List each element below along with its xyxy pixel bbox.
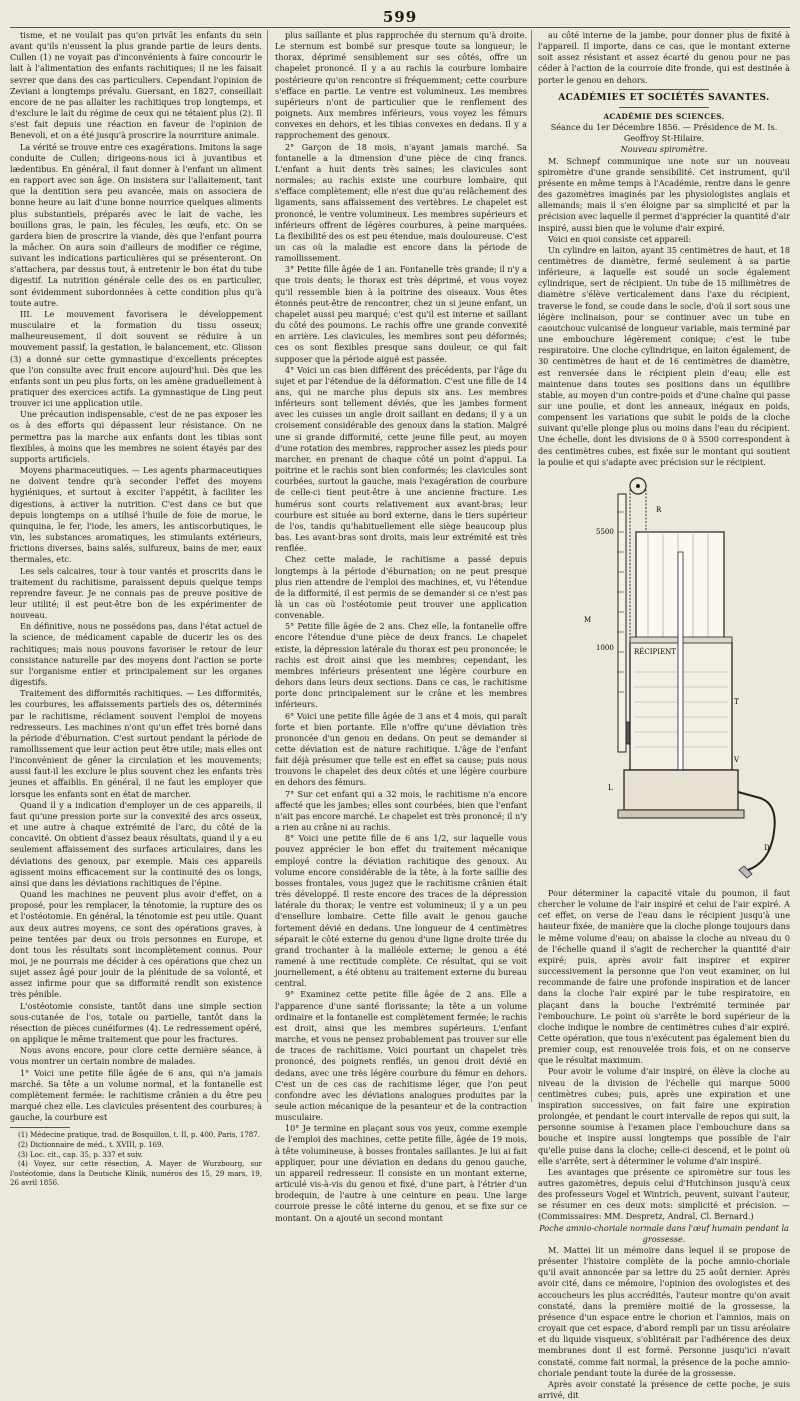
section-rule — [619, 107, 709, 108]
paragraph: En définitive, nous ne possédons pas, dans l'état actuel de la science, de médicament capable de ducerir les os des rachitiques; mais nous pouvons favoriser le retour de leur consistance naturelle par des moyens dont l'action se porte sur l'organisme entier et principalement sur les organes digestifs. — [10, 621, 262, 688]
paragraph: Les sels calcaires, tour à tour vantés et proscrits dans le traitement du rachitisme, paraissent depuis quelque temps reprendre faveur. Je ne connais pas de preuve positive de leur utilité; il est peut-être bon de les expérimenter de nouveau. — [10, 565, 262, 621]
column-separator — [267, 30, 268, 1102]
paragraph: Pour avoir le volume d'air inspiré, on élève la cloche au niveau de la division de l'échelle qui marque 5000 centimètres cubes; puis, après une expiration et une inspiration successives, on fait faire une expiration prolongée, et pendant le court intervalle de repos qui suit, la personne soumise à l'examen place l'embouchure dans sa bouche et inspire aussi longtemps que possible de l'air qu'elle puise dans la cloche; celle-ci descend, et le point où elle s'arrête, sert à déterminer le volume d'air inspiré. — [538, 1066, 790, 1166]
header-rule — [10, 27, 790, 28]
scale-post — [618, 494, 626, 752]
paragraph: 8° Voici une petite fille de 6 ans 1/2, sur laquelle vous pouvez apprécier le bon effet du traitement mécanique employé contre la déviation rachitique des genoux. Au volume encore considérable de la tête, à la forte saillie des bosses frontales, vous jugez que le rachitisme crânien était très développé. Il reste encore des traces de la dépression latérale du thorax; le ventre est volumineux; il y a un peu d'ensellure lombaire. Cette fille avait le genou gauche fortement dévié en dedans. Une longueur de 4 centimètres séparait le côté externe du genou d'une ligne droite tirée du grand trochanter à la malléole externe; le genou a été ramené à une rectitude complète. Ce résultat, qui se voit journellement, a été obtenu au traitement externe du bureau central. — [275, 833, 527, 989]
paragraph: Moyens pharmaceutiques. — Les agents pharmaceutiques ne doivent tendre qu'à seconder l'effet des moyens hygiéniques, et surtout à exciter l'appétit, à faciliter les digestions, à activer la nutrition. C'est dans ce but que depuis longtemps on a utilisé l'huile de foie de morue, le quinquina, le fer, l'iode, les amers, les antiscorbutiques, le vin, les substances aromatiques, les stimulants extérieurs, frictions diverses, bains salés, sulfureux, bains de mer, eaux thermales, etc. — [10, 465, 262, 565]
footnote: (2) Dictionnaire de méd., t. XVIII, p. 169. — [18, 1140, 164, 1149]
breathing-tube — [738, 792, 775, 870]
paragraph: Chez cette malade, le rachitisme a passé depuis longtemps à la période d'éburnation; on ne peut presque plus rien attendre de l'emploi des machines, et, vu l'étendue de la difformité, il est permis de se demander si ce n'est pas là un cas où l'ostéotomie peut trouver une application convenable. — [275, 554, 527, 621]
receiver-tag: RÉCIPIENT — [634, 647, 676, 656]
paragraph: 9° Examinez cette petite fille âgée de 2 ans. Elle a l'apparence d'une santé florissante; la tête a un volume ordinaire et la fontanelle est complètement fermée; le rachis est droit, ainsi que les membres supérieurs. L'enfant marche, et vous ne pensez probablement pas trouver sur elle de traces de rachitisme. Voici pourtant un chapelet très prononcé, des poignets renflés, un genou droit dévié en dedans, avec une très légère courbure du fémur en dehors. C'est un de ces cas de rachitisme léger, que l'on peut confondre avec les déviations analogues produites par la seule action mécanique de la pesanteur et de la contraction musculaire. — [275, 989, 527, 1123]
paragraph: Voici en quoi consiste cet appareil: — [548, 233, 692, 244]
column-2 — [275, 30, 527, 1223]
paragraph: 4° Voici un cas bien différent des précédents, par l'âge du sujet et par l'étendue de la déformation. C'est une fille de 14 ans, qui ne marche plus depuis six ans. Les membres inférieurs sont tellement déviés, que les jambes forment avec les cuisses un angle droit saillant en dedans; il y a un croisement considérable des genoux dans la station. Malgré une si grande difformité, cette jeune fille peut, au moyen d'une rotation des membres, rapprocher assez les pieds pour marcher, en prenant de chaque côté un point d'appui. La poitrine et le rachis sont bien conformés; les clavicules sont courbées, surtout la gauche, mais l'exagération de courbure de celle-ci tient peut-être à une ancienne fracture. Les humérus sont courts relativement aux avant-bras; leur courbure est située au bord externe, dans le tiers supérieur de l'os, tandis qu'habituellement elle siège beaucoup plus bas. Les avant-bras sont droits, mais leur extrémité est très renflée. — [275, 364, 527, 554]
central-tube — [678, 552, 683, 772]
base-plate — [618, 810, 744, 818]
scale-label-top: 5500 — [596, 527, 614, 536]
paragraph: Après avoir constaté la présence de cette poche, je suis arrivé, dit — [538, 1378, 790, 1400]
label-m: M — [584, 615, 592, 624]
paragraph: Les avantages que présente ce spiromètre sur tous les autres gazomètres, depuis celui d'Hutchinson jusqu'à ceux des professeurs Vogel et Wintrich, peuvent, suivant l'auteur, se résumer en ces deux mots: simplicité et précision. — (Commissaires: MM. Despretz, Andral, Cl. Bernard.) — [538, 1166, 790, 1222]
subhead: Poche amnio-choriale normale dans l'œuf humain pendant la grossesse. — [539, 1222, 789, 1244]
paragraph: III. Le mouvement favorisera le développement musculaire et la formation du tissu osseux; malheureusement, il doit souvent se réduire à un mouvement passif, la gestation, le balancement, etc. Glisson (3) a donné sur cette gymnastique d'excellents préceptes que l'on consulte avec fruit encore aujourd'hui. Dès que les enfants sont un peu plus forts, on les amène graduellement à pratiquer des exercices actifs. La gymnastique de Ling peut trouver ici une application utile. — [10, 308, 262, 409]
paragraph: Traitement des difformités rachitiques. — Les difformités, les courbures, les affaissements partiels des os, déterminés par le rachitisme, réclament souvent l'emploi de moyens redresseurs. Les machines n'ont qu'un effet très borné dans la période d'éburnation. C'est surtout pendant la période de ramollissement que leur action peut être utile; mais elles ont l'inconvénient de gêner la circulation et les mouvements; aussi faut-il les exclure le plus souvent chez les enfants très jeunes et affaiblis. En général, il ne faut les employer que lorsque les enfants sont en état de marcher. — [10, 688, 262, 799]
footnote-rule — [10, 1127, 70, 1128]
socle — [624, 770, 738, 810]
seance-line: Séance du 1er Décembre 1856. — Présidence de M. Is. Geoffroy St-Hilaire. — [550, 122, 778, 144]
paragraph: 7° Sur cet enfant qui a 32 mois, le rachitisme n'a encore affecté que les jambes; elles sont courbées, bien que l'enfant n'ait pas encore marché. Le chapelet est très prononcé; il n'y a rien au crâne ni au rachis. — [275, 788, 527, 833]
page-number: 599 — [382, 8, 418, 26]
academy-name: ACADÉMIE DES SCIENCES. — [603, 111, 725, 121]
paragraph: Quand il y a indication d'employer un de ces appareils, il faut qu'une pression porte sur la convexité des arcs osseux, et une autre à chaque extrémité de l'arc, du côté de la concavité. On obtient d'assez beaux résultats, quand il y a eu seulement affaissement des surfaces articulaires, dans les déviations des genoux, par exemple. Mais ces appareils agissent moins efficacement sur la continuité des os longs, ainsi que dans les déviations rachitiques de l'épine. — [10, 799, 262, 888]
paragraph: plus saillante et plus rapprochée du sternum qu'à droite. Le sternum est bombé sur presque toute sa longueur; le thorax, déprimé sensiblement sur ses côtés, offre un chapelet prononcé. Il y a au rachis la courbure lombaire postérieure qu'on rencontre si fréquemment; cette courbure s'efface en partie. Le ventre est volumineux. Les membres supérieurs n'ont de particulier que le renflement des poignets. Aux membres inférieurs, vous voyez les fémurs convexes en dehors, et les tibias convexes en dedans. Il y a rapprochement des genoux. — [275, 30, 527, 141]
label-t: T — [734, 697, 739, 706]
paragraph: 5° Petite fille âgée de 2 ans. Chez elle, la fontanelle offre encore l'étendue d'une pièce de deux francs. Le chapelet existe, la dépression latérale du thorax est peu prononcée; le rachis est droit ainsi que les membres; cependant, les membres inférieurs présentent une légère courbure en dehors dans leurs deux sections. Dans ce cas, le rachitisme porte donc principalement sur le crâne et les membres inférieurs. — [275, 621, 527, 710]
paragraph: 2° Garçon de 18 mois, n'ayant jamais marché. Sa fontanelle a la dimension d'une pièce de cinq francs. L'enfant a huit dents très saines; les clavicules sont normales; au rachis existe une courbure lombaire, qui s'efface complètement; elle n'est due qu'au relâchement des ligaments, sans affaissement des vertèbres. Le chapelet est prononcé, le ventre volumineux. Les membres supérieurs et inférieurs offrent de légères courbures, à peine marquées. La flexibilité des os est peu étendue, mais douloureuse. C'est un cas où la maladie est encore dans la période de ramollissement. — [275, 141, 527, 264]
scale-label-mid: 1000 — [596, 643, 614, 652]
label-d: D — [764, 843, 770, 852]
label-v: V — [734, 755, 740, 764]
label-r: R — [656, 505, 662, 514]
footnote: (1) Médecine pratique, trad. de Bosquillon, t. II, p. 400, Paris, 1787. — [18, 1131, 260, 1140]
section-title: ACADÉMIES ET SOCIÉTÉS SAVANTES. — [558, 92, 770, 103]
footnote: (4) Voyez, sur cette résection, A. Mayer de Wurzbourg, sur l'ostéotomie, dans la Deutsche Klinik, numéros des 15, 29 mars, 19, 26 avril 1856. — [10, 1160, 262, 1188]
paragraph: 10° Je termine en plaçant sous vos yeux, comme exemple de l'emploi des machines, cette petite fille, âgée de 19 mois, à tête volumineuse, à bosses frontales saillantes. Je lui ai fait appliquer, pour une déviation en dedans du genou gauche, un appareil redresseur. Il consiste en un montant externe, articulé vis-à-vis du genou et fixé, d'une part, à l'étrier d'un brodequin, de l'autre à une ceinture en peau. Une large courroie presse le côté interne du genou, et se fixe sur ce montant. On a ajouté un second montant — [275, 1123, 527, 1223]
paragraph: 6° Voici une petite fille âgée de 3 ans et 4 mois, qui paraît forte et bien portante. Elle n'offre qu'une déviation très prononcée d'un genou en dedans. On peut se demander si cette déviation est de nature rachitique. L'âge de l'enfant fait déjà présumer que telle est en effet sa cause; puis nous trouvons le chapelet des deux côtés et une légère courbure en dehors des fémurs. — [275, 710, 527, 788]
spirometer-figure — [538, 472, 790, 882]
paragraph: M. Schnepf communique une note sur un nouveau spiromètre d'une grande sensibilité. Cet instrument, qu'il présente en même temps à l'Académie, rentre dans le genre des gazomètres imaginés par les physiologistes anglais et allemands; mais il s'en éloigne par sa simplicité et par la précision avec laquelle il permet d'apprécier la quantité d'air inspiré, aussi bien que le volume d'air expiré. — [538, 155, 790, 233]
spirometer-drawing — [538, 472, 790, 882]
paragraph: tisme, et ne voulait pas qu'on privât les enfants du sein avant qu'ils n'eussent la plus grande partie de leurs dents. Cullen (1) ne voyait pas d'inconvénients à faire concourir le lait à l'alimentation des enfants rachitiques; il ne les faisait sevrer que dans des cas particuliers. Cependant l'opinion de Zeviani a longtemps prévalu. Guersant, en 1827, conseillait encore de ne pas allaiter les rachitiques trop longtemps, et d'exclure le lait du régime de ceux qui ne tétaient plus (2). Il s'est fait depuis une réaction en faveur de l'opinion de Benevoli, et on a été jusqu'à proscrire la nourriture animale. — [10, 30, 262, 141]
column-3 — [538, 30, 790, 1400]
paragraph: Quand les machines ne peuvent plus avoir d'effet, on a proposé, pour les remplacer, la ténotomie, la rupture des os et l'ostéotomie. En général, la ténotomie est peu utile. Quant aux deux autres moyens, ce sont des opérations graves, à peine tentées par deux ou trois personnes en Europe, et dont tous les résultats sont incomplètement connus. Pour moi, je ne pourrais me décider à ces opérations que chez un sujet assez âgé pour jouir de la plénitude de sa volonté, et assez infirme pour que sa difformité rendît son existence très pénible. — [10, 889, 262, 1000]
paragraph: L'ostéotomie consiste, tantôt dans une simple section sous-cutanée de l'os, totale ou partielle, tantôt dans la résection de pièces cunéiformes (4). Le redressement opéré, on applique le même traitement que pour les fractures. — [10, 1000, 262, 1045]
footnote: (3) Loc. cit., cap. 35, p. 337 et suiv. — [18, 1150, 143, 1159]
column-separator — [531, 30, 532, 1102]
section-rule — [619, 89, 709, 90]
paragraph: 3° Petite fille âgée de 1 an. Fontanelle très grande; il n'y a que trois dents; le thorax est très déprimé, et vous voyez qu'il ressemble bien à la poitrine des oiseaux. Vous êtes étonnés peut-être de rencontrer, chez un si jeune enfant, un chapelet aussi peu marqué; c'est qu'il est interne et saillant du côté des poumons. Le rachis offre une grande convexité en arrière. Les clavicules, les membres sont peu déformés; ces os sont flexibles presque sans douleur, ce qui fait supposer que la période aiguë est passée. — [275, 264, 527, 364]
label-l: L — [608, 783, 613, 792]
paragraph: M. Mattei lit un mémoire dans lequel il se propose de présenter l'histoire complète de la poche amnio-choriale qu'il avait annoncée par sa lettre du 25 août dernier. Après avoir cité, dans ce mémoire, l'opinion des ovologistes et des accoucheurs les plus accrédités, l'auteur montre qu'on avait constaté, dans la première moitié de la grossesse, la présence d'un espace entre le chorion et l'amnios, mais on croyait que cet espace, d'abord rempli par un tissu aréolaire et du liquide visqueux, s'oblitérait par l'adhérence des deux membranes dont il est formé. Personne jusqu'ici n'avait constaté, comme fait normal, la présence de la poche amnio-choriale pendant toute la durée de la grossesse. — [538, 1244, 790, 1378]
paragraph: Une précaution indispensable, c'est de ne pas exposer les os à des efforts qui dépassent leur résistance. On ne permettra pas la marche aux enfants dont les tibias sont flexibles, à moins que les membres ne soient étayés par des supports artificiels. — [10, 409, 262, 464]
paragraph: Un cylindre en laiton, ayant 35 centimètres de haut, et 18 centimètres de diamètre, fermé seulement à sa partie inférieure, a laquelle est soudé un socle également cylindrique, sert de récipient. Un tube de 15 millimètres de diamètre s'élève verticalement dans l'axe du récipient, traverse le fond, se coude dans le socle, d'où il sort sous une légère inclinaison, pour se continuer avec un tube en caoutchouc vulcanisé de longueur variable, mais terminé par une embouchure légèrement conique; c'est le tube respiratoire. Une cloche cylindrique, en laiton également, de 30 centimètres de haut et de 16 centimètres de diamètre, est renversée dans le récipient plein d'eau; elle est maintenue dans toutes ses positions dans un équilibre stable, au moyen d'un contre-poids et d'une chaîne qui passe sur une poulie, et dont les anneaux, inégaux en poids, compensent les variations que subit le poids de la cloche suivant qu'elle plonge plus ou moins dans l'eau du récipient. Une échelle, dont les divisions de 0 à 5500 correspondent à des centimètres cubes, est fixée sur le montant qui soutient la poulie et qui s'adapte avec précision sur le récipient. — [538, 244, 790, 467]
column-1 — [10, 30, 262, 1188]
paragraph: 1° Voici une petite fille âgée de 6 ans, qui n'a jamais marché. Sa tête a un volume normal, et la fontanelle est complètement fermée: le rachitisme crânien a du être peu marqué chez elle. Les clavicules présentent des courbures; à gauche, la courbure est — [10, 1067, 262, 1123]
mouthpiece — [739, 866, 752, 878]
paragraph: Nous avons encore, pour clore cette dernière séance, à vous montrer un certain nombre de malades. — [10, 1045, 262, 1067]
subhead: Nouveau spiromètre. — [620, 144, 708, 155]
paragraph: La vérité se trouve entre ces exagérations. Imitons la sage conduite de Cullen; dirigeons-nous ici à juvantibus et lædentibus. En général, il faut donner à l'enfant un aliment en rapport avec son âge. On insistera sur l'allaitement, tant que la dentition sera peu avancée, mais on associera de bonne heure au lait d'une bonne nourrice quelques aliments plus substantiels, préparés avec le lait de vache, les bouillons gras, le pain, les fécules, les œufs, etc. On se gardera bien de proscrire la viande, dès que l'enfant pourra la mâcher. On aura soin d'ailleurs de modifier ce régime, suivant les indications particulières qui se présenteront. On s'attachera, par dessus tout, à entretenir le bon état du tube digestif. La nutrition générale celle des os en particulier, sont évidemment subordonnées à cette condition plus qu'à toute autre. — [10, 141, 262, 308]
paragraph: au côté interne de la jambe, pour donner plus de fixité à l'appareil. Il importe, dans ce cas, que le montant externe soit assez résistant et assez écarté du genou pour ne pas céder à l'action de la courroie dite fronde, qui est destinée à porter le genou en dehors. — [538, 30, 790, 85]
footnotes — [10, 1131, 262, 1189]
pulley-axle — [636, 484, 640, 488]
paragraph: Pour déterminer la capacité vitale du poumon, il faut chercher le volume de l'air inspiré et celui de l'air expiré. A cet effet, on verse de l'eau dans le récipient jusqu'à une hauteur fixée, de manière que la cloche plonge toujours dans le même volume d'eau; on abaisse la cloche au niveau du 0 de l'échelle quand il s'agit de rechercher la quantité d'air expiré; puis, après avoir fait inspirer et expirer successivement la personne que l'on veut examiner, on lui recommande de faire une profonde inspiration et de lancer dans la cloche l'air expiré par le tube respiratoire, en plaçant dans la bouche l'extrémité terminée par l'embouchure. Le point où s'arrête le bord supérieur de la cloche indique le nombre de centimètres cubes d'air expiré. Cette opération, que tous n'exécutent pas également bien du premier coup, est renouvelée trois fois, et on ne conserve que le résultat maximum. — [538, 887, 790, 1066]
